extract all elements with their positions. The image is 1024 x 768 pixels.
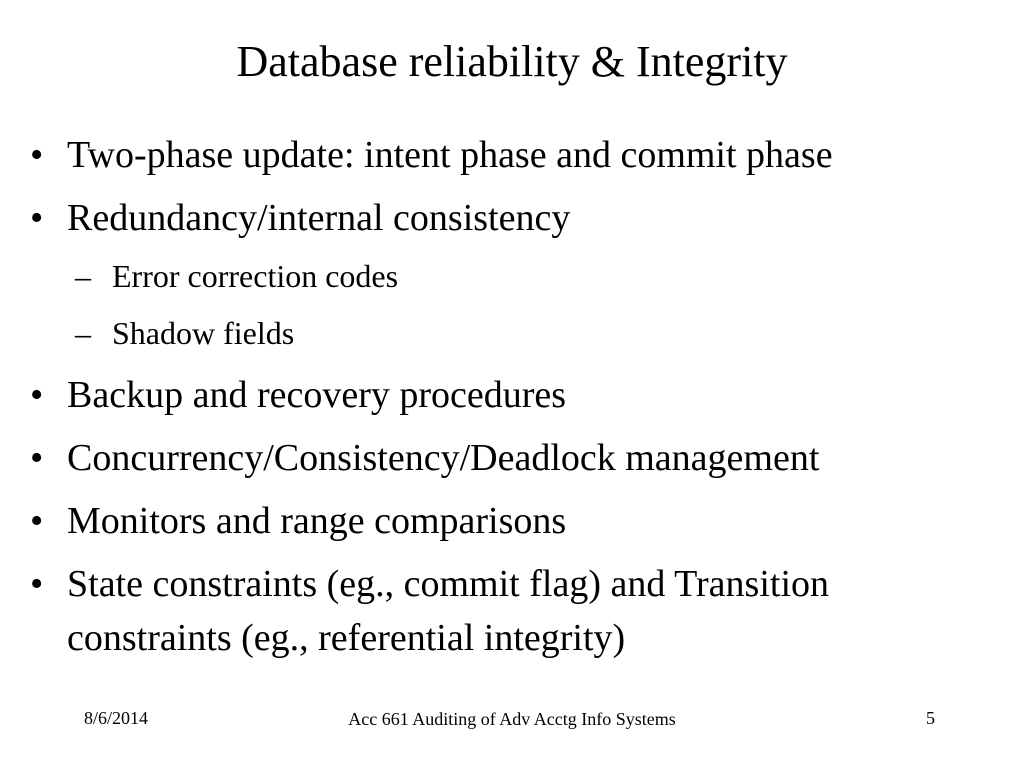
sub-bullet-text: Shadow fields	[112, 315, 295, 351]
bullet-text: Backup and recovery procedures	[67, 374, 567, 416]
bullet-item	[30, 368, 990, 422]
dash-marker: –	[75, 315, 91, 351]
footer-course-title: Acc 661 Auditing of Adv Acctg Info Systems	[348, 709, 676, 729]
dash-marker: –	[75, 258, 91, 294]
bullet-item	[30, 494, 990, 548]
sub-bullet-item	[30, 311, 990, 355]
bullet-text: Two-phase update: intent phase and commit phase	[67, 134, 833, 176]
footer-page-number: 5	[926, 708, 935, 728]
bullet-text: Redundancy/internal consistency	[67, 197, 571, 239]
footer-date: 8/6/2014	[84, 708, 149, 728]
sub-bullet-text: Error correction codes	[112, 258, 399, 294]
bullet-list	[30, 128, 990, 674]
bullet-item	[30, 557, 990, 665]
bullet-marker: •	[30, 500, 44, 542]
bullet-item	[30, 431, 990, 485]
bullet-marker: •	[30, 134, 44, 176]
bullet-marker: •	[30, 197, 44, 239]
bullet-text: State constraints (eg., commit flag) and Transition constraints (eg., referential integrity)	[67, 563, 830, 659]
bullet-text: Monitors and range comparisons	[67, 500, 567, 542]
bullet-text: Concurrency/Consistency/Deadlock management	[67, 437, 820, 479]
bullet-item	[30, 128, 990, 182]
bullet-marker: •	[30, 437, 44, 479]
bullet-item	[30, 191, 990, 245]
bullet-marker: •	[30, 563, 44, 605]
sub-bullet-item	[30, 254, 990, 298]
bullet-marker: •	[30, 374, 44, 416]
slide-title: Database reliability & Integrity	[236, 37, 788, 86]
